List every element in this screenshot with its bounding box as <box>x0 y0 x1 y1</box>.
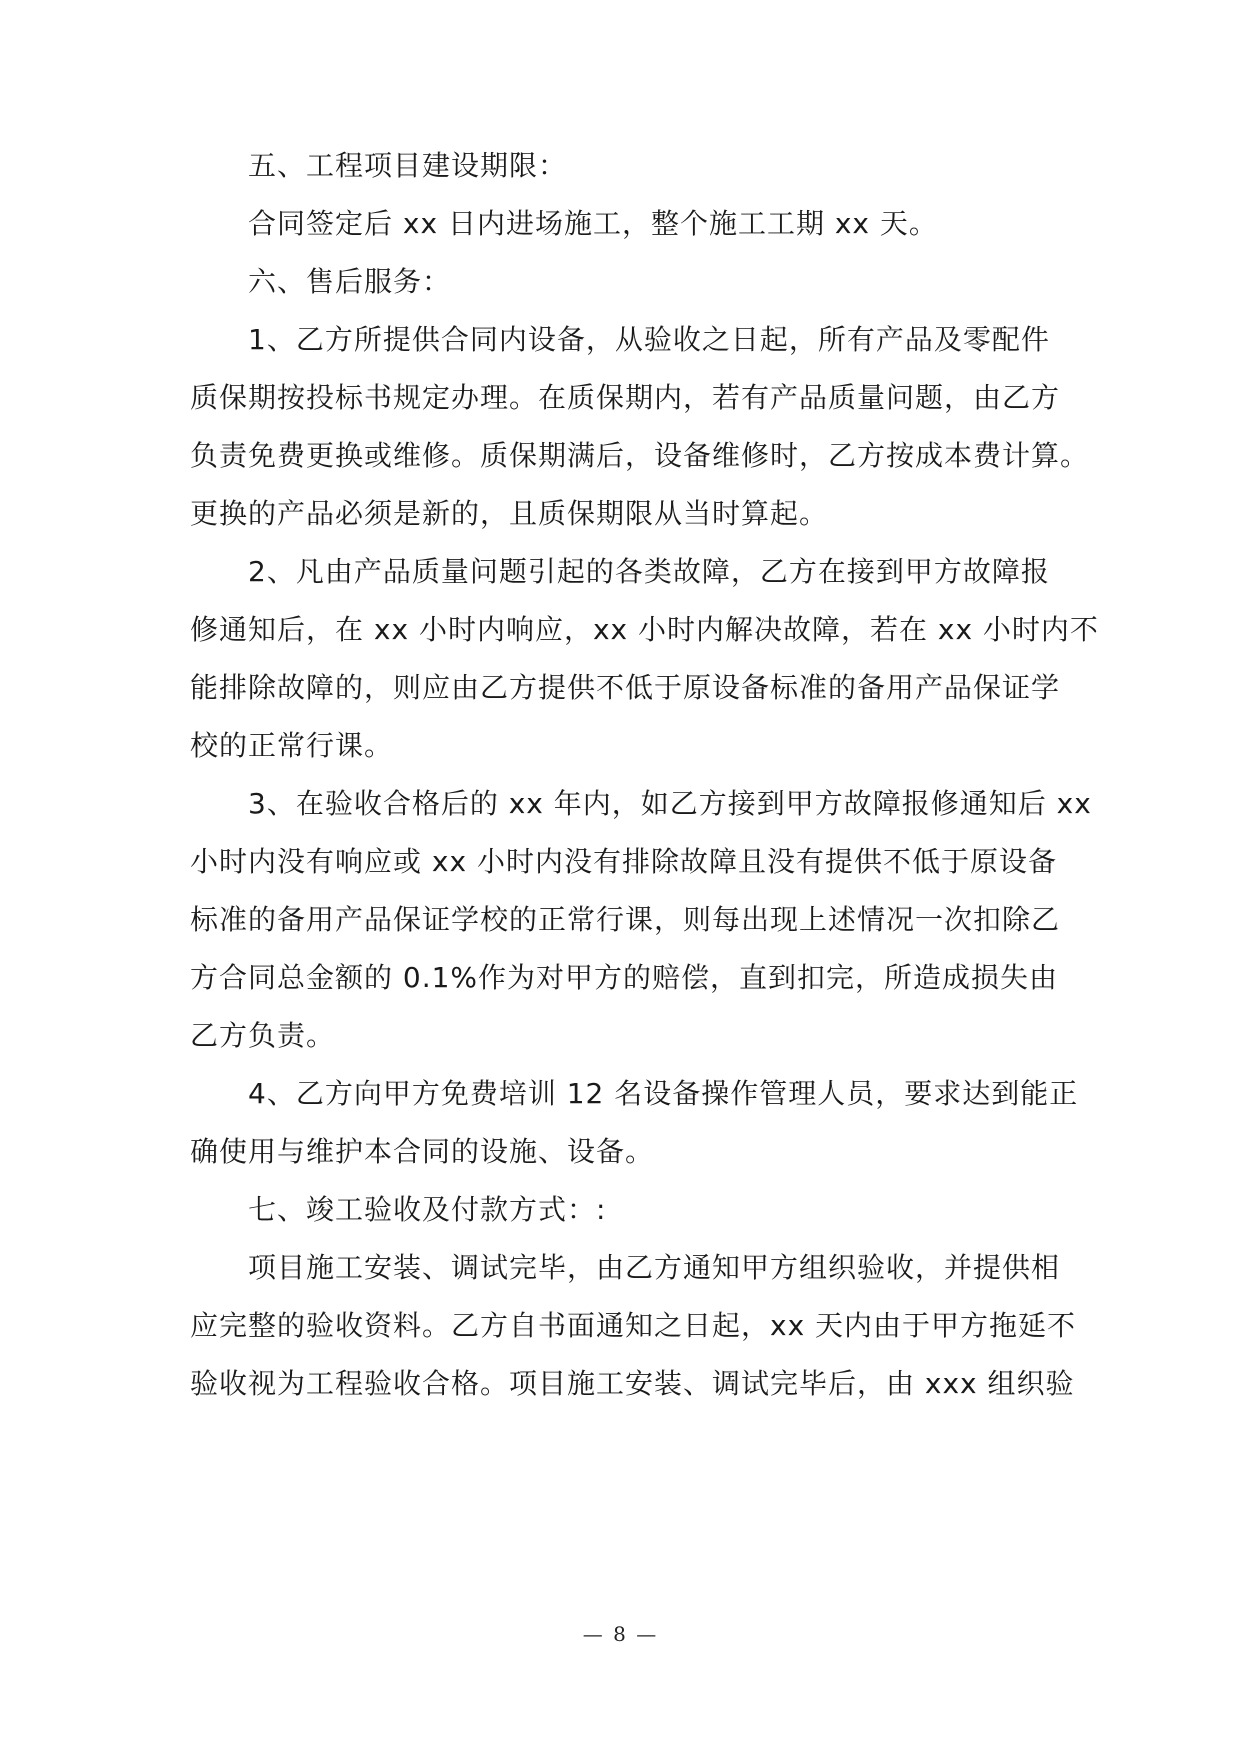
paragraph-line: 修通知后，在 xx 小时内响应，xx 小时内解决故障，若在 xx 小时内不 <box>190 613 1099 646</box>
paragraph-line: 3、在验收合格后的 xx 年内，如乙方接到甲方故障报修通知后 xx <box>248 787 1092 820</box>
paragraph-line: 能排除故障的，则应由乙方提供不低于原设备标准的备用产品保证学 <box>190 671 1061 704</box>
section-heading-construction-period: 五、工程项目建设期限： <box>248 149 568 182</box>
paragraph-line: 乙方负责。 <box>190 1019 336 1052</box>
paragraph-line: 4、乙方向甲方免费培训 12 名设备操作管理人员，要求达到能正 <box>248 1077 1079 1110</box>
paragraph-line: 质保期按投标书规定办理。在质保期内，若有产品质量问题，由乙方 <box>190 381 1061 414</box>
paragraph-line: 负责免费更换或维修。质保期满后，设备维修时，乙方按成本费计算。 <box>190 439 1090 472</box>
page-number: — 8 — <box>582 1622 659 1646</box>
paragraph-line: 确使用与维护本合同的设施、设备。 <box>190 1135 655 1168</box>
paragraph-line: 标准的备用产品保证学校的正常行课，则每出现上述情况一次扣除乙 <box>190 903 1061 936</box>
paragraph-line: 更换的产品必须是新的，且质保期限从当时算起。 <box>190 497 829 530</box>
paragraph-line: 应完整的验收资料。乙方自书面通知之日起，xx 天内由于甲方拖延不 <box>190 1309 1077 1342</box>
section-heading-acceptance-payment: 七、竣工验收及付款方式：: <box>248 1193 607 1226</box>
paragraph-line: 小时内没有响应或 xx 小时内没有排除故障且没有提供不低于原设备 <box>190 845 1057 878</box>
paragraph-line: 验收视为工程验收合格。项目施工安装、调试完毕后，由 xxx 组织验 <box>190 1367 1075 1400</box>
paragraph-line: 校的正常行课。 <box>190 729 394 762</box>
paragraph-line: 方合同总金额的 0.1%作为对甲方的赔偿，直到扣完，所造成损失由 <box>190 961 1059 994</box>
paragraph-line: 1、乙方所提供合同内设备，从验收之日起，所有产品及零配件 <box>248 323 1050 356</box>
paragraph-line: 合同签定后 xx 日内进场施工，整个施工工期 xx 天。 <box>248 207 938 240</box>
paragraph-line: 项目施工安装、调试完毕，由乙方通知甲方组织验收，并提供相 <box>248 1251 1061 1284</box>
paragraph-line: 2、凡由产品质量问题引起的各类故障，乙方在接到甲方故障报 <box>248 555 1050 588</box>
section-heading-after-sales: 六、售后服务： <box>248 265 452 298</box>
